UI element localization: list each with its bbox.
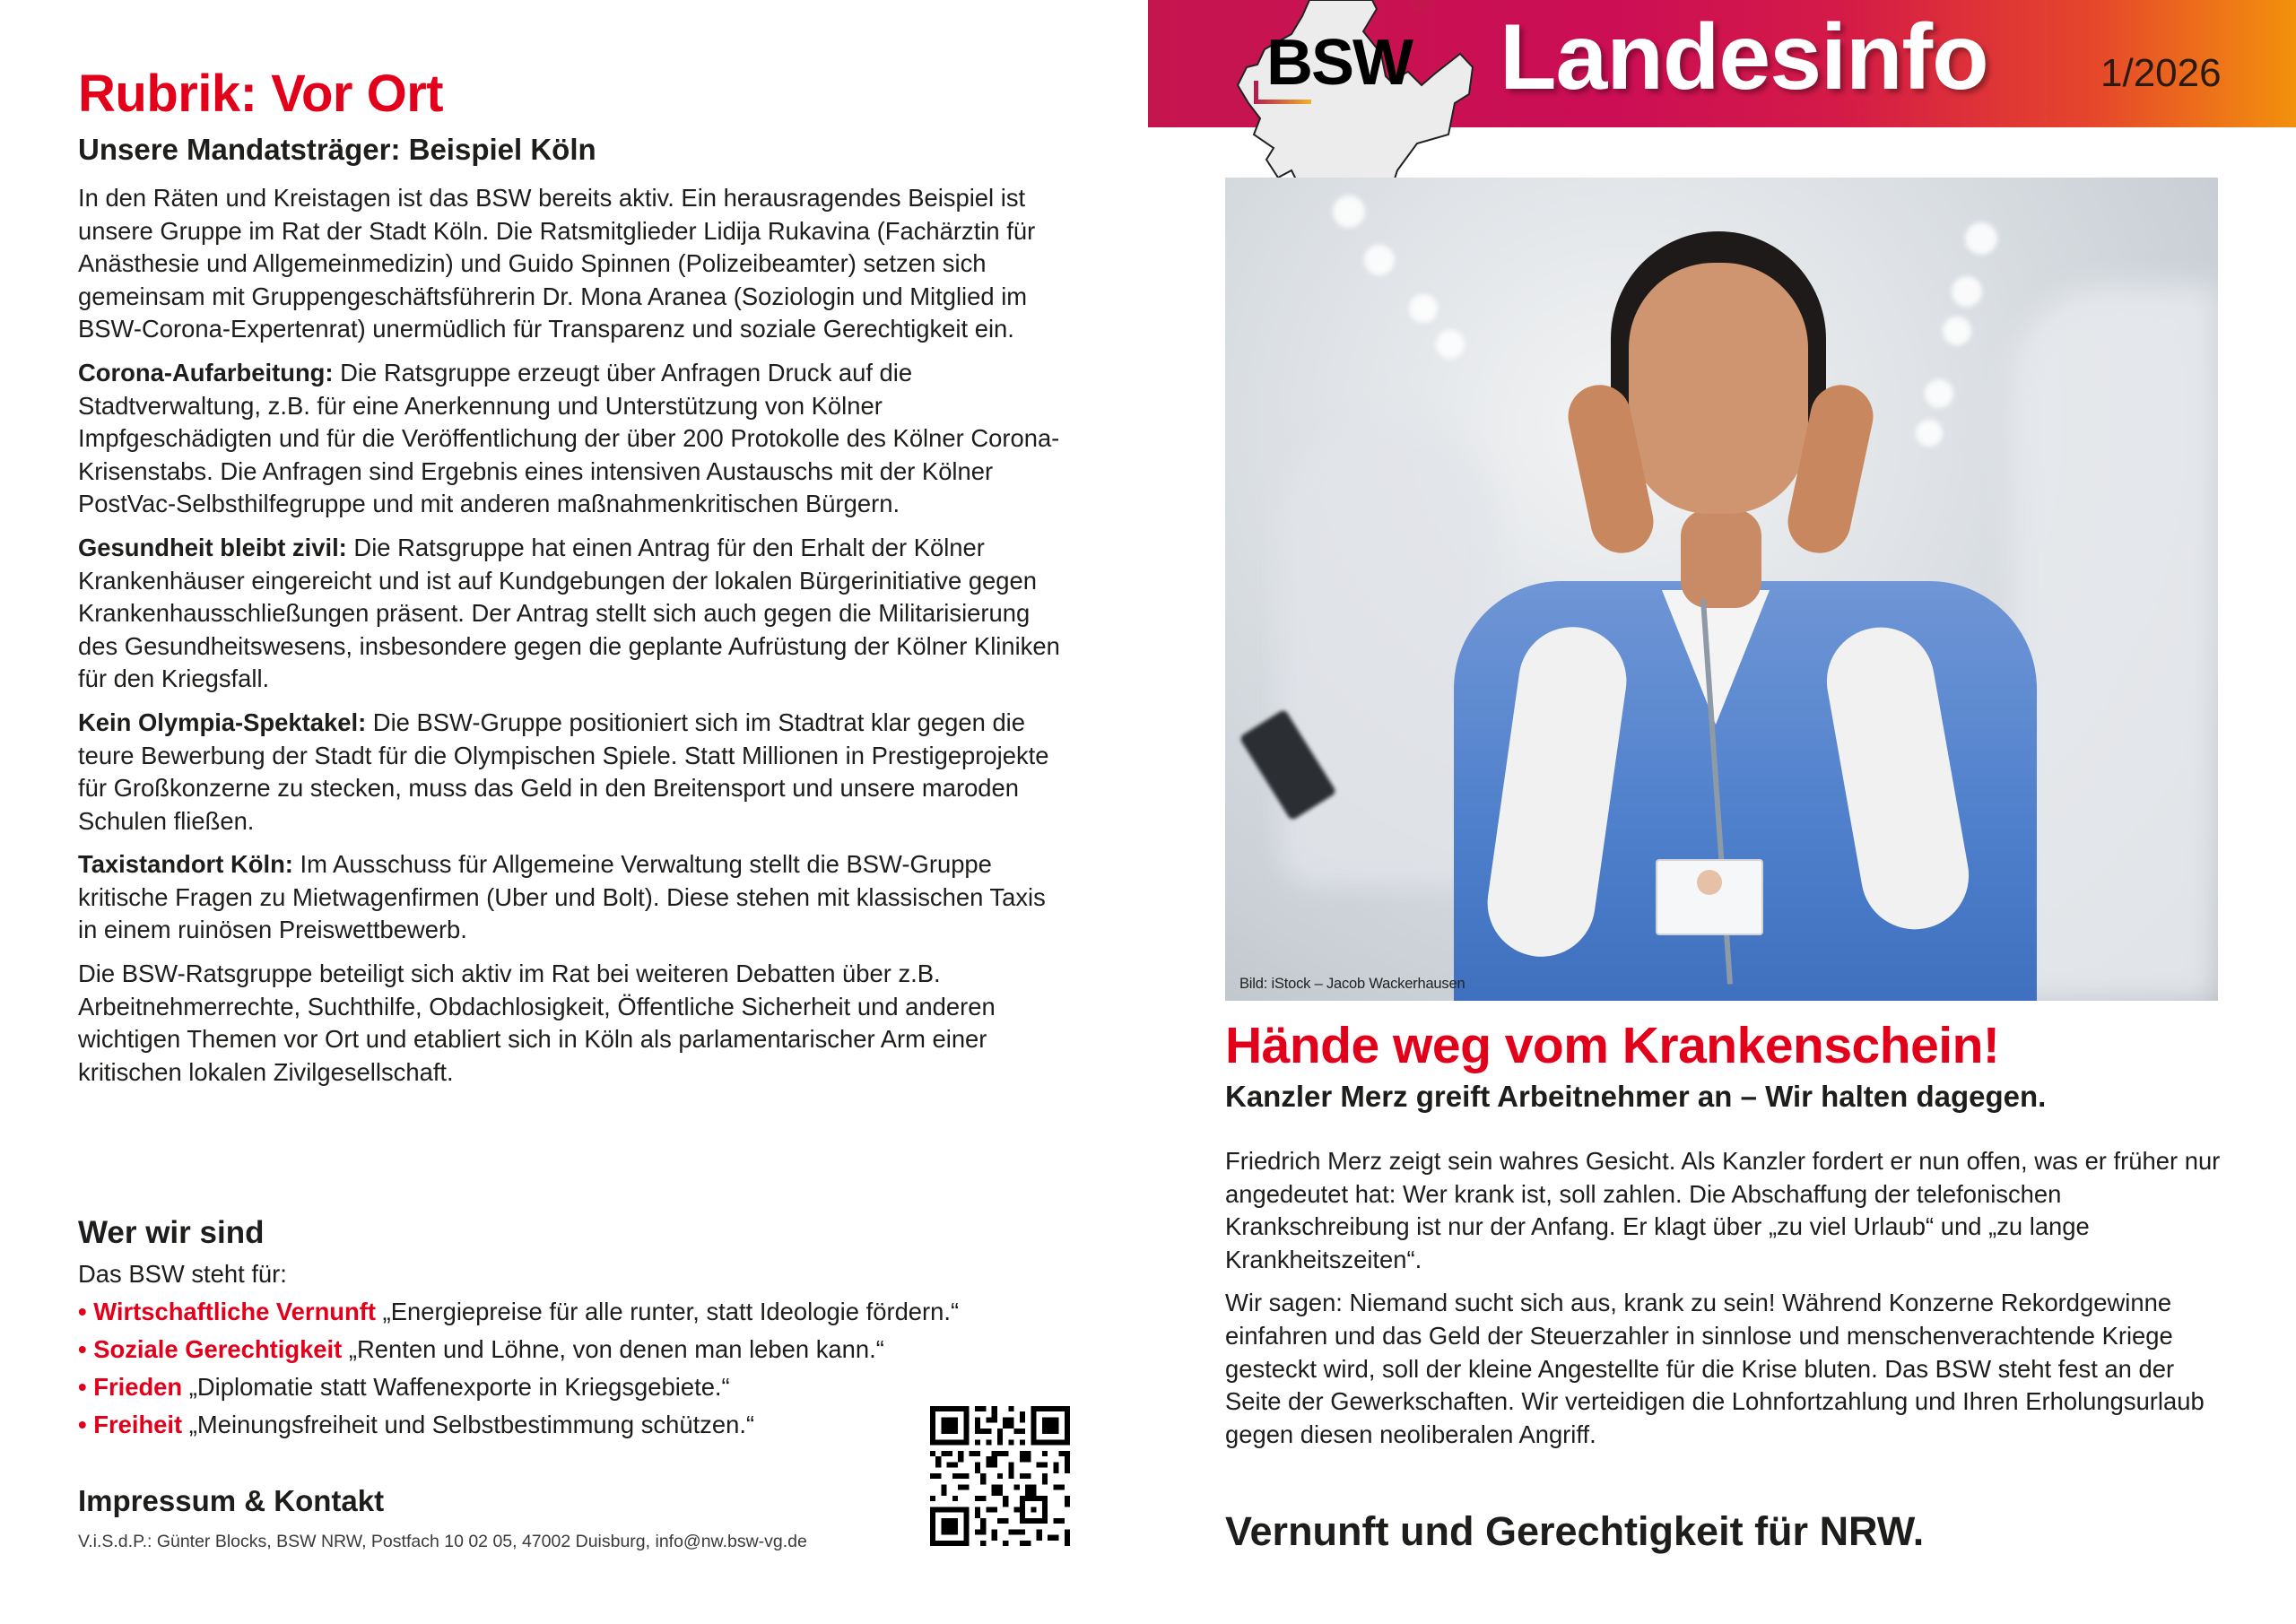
wer-wir-sind-intro: Das BSW steht für: bbox=[78, 1260, 287, 1288]
wer-wir-sind-heading: Wer wir sind bbox=[78, 1215, 265, 1250]
rubrik-heading: Rubrik: Vor Ort bbox=[78, 65, 444, 123]
intro-paragraph: In den Räten und Kreistagen ist das BSW bereits aktiv. Ein herausragendes Beispiel ist unsere Gruppe im Rat der Stadt Köln. Die Ratsmitglieder Lidija Rukavina (Fachärztin für Anästhesie und Allgemeinmedizin) und Guido Spinnen (Polizeibeamter) setzen sich gemeinsam mit Gruppengeschäftsführerin Dr. Mona Aranea (Soziologin und Mitglied im BSW-Corona-Expertenrat) unermüdlich für Transparenz und soziale Gerechtigkeit ein. bbox=[78, 184, 1036, 343]
section-subtitle: Unsere Mandatsträger: Beispiel Köln bbox=[78, 133, 596, 166]
bsw-logo: BSW bbox=[1266, 27, 1412, 99]
value-quote: „Energiepreise für alle runter, statt Ideologie fördern.“ bbox=[376, 1298, 960, 1325]
value-quote: „Renten und Löhne, von denen man leben kann.“ bbox=[342, 1335, 884, 1363]
bokeh-light bbox=[1333, 195, 1365, 228]
slogan: Vernunft und Gerechtigkeit für NRW. bbox=[1225, 1508, 1925, 1554]
value-item bbox=[78, 1406, 959, 1444]
value-key: Freiheit bbox=[93, 1411, 183, 1438]
bullet-icon: • bbox=[78, 1335, 87, 1363]
impressum-text: V.i.S.d.P.: Günter Blocks, BSW NRW, Postfach 10 02 05, 47002 Duisburg, info@nw.bsw-vg.de bbox=[78, 1532, 807, 1551]
bokeh-light bbox=[1409, 294, 1438, 323]
value-key: Wirtschaftliche Vernunft bbox=[93, 1298, 377, 1325]
article-headline: Hände weg vom Krankenschein! bbox=[1225, 1017, 2000, 1074]
section-lead: Corona-Aufarbeitung: bbox=[78, 358, 334, 386]
masthead-title: Landesinfo bbox=[1500, 5, 1988, 109]
section-gesundheit bbox=[78, 532, 1069, 696]
bullet-icon: • bbox=[78, 1373, 87, 1401]
section-text: Die Ratsgruppe erzeugt über Anfragen Druck auf die Stadtverwaltung, z.B. für eine Anerkennung und Unterstützung von Kölner Impfgeschädigten und für die Veröffentlichung der über 200 Protokolle des Kölner Corona-Krisenstabs. Die Anfragen sind Ergebnis eines intensiven Austauschs mit der Kölner PostVac-Selbsthilfegruppe und mit anderen maßnahmenkritischen Bürgern. bbox=[78, 358, 1060, 518]
section-text: Im Ausschuss für Allgemeine Verwaltung stellt die BSW-Gruppe kritische Fragen zu Mietwagenfirmen (Uber und Bolt). Diese stehen mit klassischen Taxis in einem ruinösen Preiswettbewerb. bbox=[78, 850, 1046, 944]
bokeh-light bbox=[1965, 222, 1997, 255]
section-text: Die BSW-Gruppe positioniert sich im Stadtrat klar gegen die teure Bewerbung der Stadt für die Olympischen Spiele. Statt Millionen in Prestigeprojekte für Großkonzerne zu stecken, muss das Geld in den Breitensport und unsere maroden Schulen fließen. bbox=[78, 708, 1049, 835]
bullet-icon: • bbox=[78, 1298, 87, 1325]
bokeh-light bbox=[1916, 420, 1943, 447]
section-lead: Gesundheit bleibt zivil: bbox=[78, 533, 347, 561]
nurse-neck bbox=[1681, 509, 1761, 608]
section-text: Die Ratsgruppe hat einen Antrag für den Erhalt der Kölner Krankenhäuser eingereicht und ist auf Kundgebungen der lokalen Bürgerinitiative gegen Krankenhausschließungen präsent. Der Antrag stellt sich auch gegen die Militarisierung des Gesundheitswesens, insbesondere gegen die geplante Aufrüstung der Kölner Kliniken für den Kriegsfall. bbox=[78, 533, 1060, 693]
value-key: Frieden bbox=[93, 1373, 183, 1401]
article-paragraph: Friedrich Merz zeigt sein wahres Gesicht. Als Kanzler fordert er nun offen, was er früher nur angedeutet hat: Wer krank ist, soll zahlen. Die Abschaffung der telefonischen Krankschreibung ist nur der Anfang. Er klagt über „zu viel Urlaub“ und „zu lange Krankheitszeiten“. bbox=[1225, 1147, 2221, 1273]
article-body bbox=[1225, 1145, 2221, 1462]
article-paragraph: Wir sagen: Niemand sucht sich aus, krank zu sein! Während Konzerne Rekordgewinne einfahren und das Geld der Steuerzahler in sinnlose und menschenverachtende Kriege gesteckt wird, soll der kleine Angestellte für die Krise bluten. Das BSW steht fest an der Seite der Gewerkschaften. Wir verteidigen die Lohnfortzahlung und Ihren Erholungsurlaub gegen diesen neoliberalen Angriff. bbox=[1225, 1289, 2205, 1448]
qr-code-icon[interactable] bbox=[930, 1406, 1070, 1546]
article-body bbox=[78, 182, 1069, 1099]
value-item bbox=[78, 1293, 959, 1331]
bokeh-light bbox=[1364, 245, 1395, 275]
hero-photo bbox=[1225, 178, 2218, 1001]
id-badge bbox=[1656, 859, 1763, 935]
values-list bbox=[78, 1293, 959, 1444]
section-taxi bbox=[78, 848, 1069, 947]
bokeh-light bbox=[1943, 317, 1971, 345]
value-quote: „Meinungsfreiheit und Selbstbestimmung schützen.“ bbox=[182, 1411, 755, 1438]
value-item bbox=[78, 1331, 959, 1368]
section-lead: Kein Olympia-Spektakel: bbox=[78, 708, 367, 736]
nurse-face bbox=[1629, 263, 1808, 514]
value-quote: „Diplomatie statt Waffenexporte in Kriegsgebiete.“ bbox=[182, 1373, 730, 1401]
bullet-icon: • bbox=[78, 1411, 87, 1438]
background-person bbox=[2012, 285, 2218, 1001]
section-olympia bbox=[78, 707, 1069, 838]
value-item bbox=[78, 1368, 959, 1406]
logo-accent-bar bbox=[1254, 100, 1311, 104]
section-lead: Taxistandort Köln: bbox=[78, 850, 293, 879]
bokeh-light bbox=[1952, 276, 1982, 307]
bokeh-light bbox=[1436, 330, 1465, 359]
impressum-heading: Impressum & Kontakt bbox=[78, 1484, 385, 1517]
article-subheadline: Kanzler Merz greift Arbeitnehmer an – Wir halten dagegen. bbox=[1225, 1080, 2047, 1113]
photo-credit: Bild: iStock – Jacob Wackerhausen bbox=[1239, 976, 1465, 992]
closing-paragraph: Die BSW-Ratsgruppe beteiligt sich aktiv im Rat bei weiteren Debatten über z.B. Arbeitnehmerrechte, Suchthilfe, Obdachlosigkeit, Öffentliche Sicherheit und anderen wichtigen Themen vor Ort und etabliert sich in Köln als parlamentarischer Arm einer kritischen lokalen Zivilgesellschaft. bbox=[78, 960, 996, 1086]
section-corona bbox=[78, 357, 1069, 521]
issue-number: 1/2026 bbox=[2100, 51, 2222, 95]
value-key: Soziale Gerechtigkeit bbox=[93, 1335, 343, 1363]
bokeh-light bbox=[1925, 379, 1953, 408]
